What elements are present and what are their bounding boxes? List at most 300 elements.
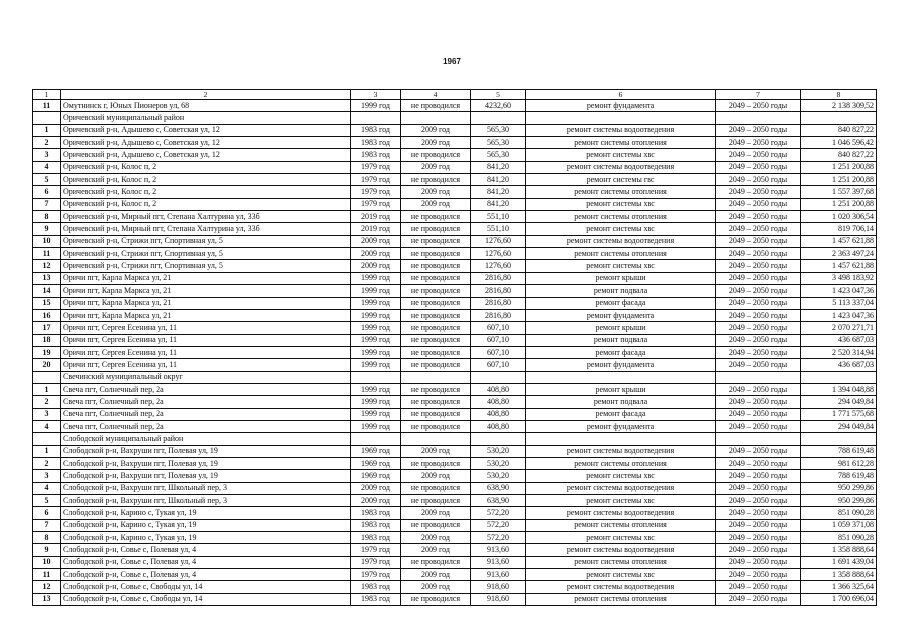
empty-cell bbox=[471, 433, 526, 445]
cost-cell: 788 619,48 bbox=[801, 470, 877, 482]
cost-cell: 2 363 497,24 bbox=[801, 248, 877, 260]
work-type-cell: ремонт фасада bbox=[526, 297, 716, 309]
section-title: Оричевский муниципальный район bbox=[61, 112, 351, 124]
build-year-cell: 1983 год bbox=[351, 581, 401, 593]
table-row bbox=[33, 556, 877, 568]
period-cell: 2049 – 2050 годы bbox=[716, 532, 801, 544]
area-cell: 2816,80 bbox=[471, 272, 526, 284]
row-number: 14 bbox=[33, 285, 61, 297]
address-cell: Оричи пгт, Карла Маркса ул, 21 bbox=[61, 285, 351, 297]
table-row bbox=[33, 495, 877, 507]
period-cell: 2049 – 2050 годы bbox=[716, 396, 801, 408]
work-type-cell: ремонт системы водоотведения bbox=[526, 124, 716, 136]
address-cell: Оричевский р-н, Колос п, 2 bbox=[61, 161, 351, 173]
table-row bbox=[33, 445, 877, 457]
build-year-cell: 1969 год bbox=[351, 457, 401, 469]
build-year-cell: 1999 год bbox=[351, 396, 401, 408]
build-year-cell: 1979 год bbox=[351, 161, 401, 173]
area-cell: 565,30 bbox=[471, 124, 526, 136]
build-year-cell: 1969 год bbox=[351, 445, 401, 457]
area-cell: 607,10 bbox=[471, 322, 526, 334]
table-row bbox=[33, 149, 877, 161]
area-cell: 572,20 bbox=[471, 532, 526, 544]
work-type-cell: ремонт системы хвс bbox=[526, 198, 716, 210]
cost-cell: 2 520 314,94 bbox=[801, 346, 877, 358]
address-cell: Слободской р-н, Совье с, Полевая ул, 4 bbox=[61, 569, 351, 581]
build-year-cell: 1979 год bbox=[351, 198, 401, 210]
last-repair-cell: не проводился bbox=[401, 556, 471, 568]
address-cell: Свеча пгт, Солнечный пер, 2а bbox=[61, 383, 351, 395]
row-number: 13 bbox=[33, 272, 61, 284]
cost-cell: 950 299,86 bbox=[801, 495, 877, 507]
cost-cell: 1 700 696,04 bbox=[801, 593, 877, 605]
last-repair-cell: не проводился bbox=[401, 223, 471, 235]
cost-cell: 1 457 621,88 bbox=[801, 235, 877, 247]
work-type-cell: ремонт системы водоотведения bbox=[526, 161, 716, 173]
area-cell: 530,20 bbox=[471, 445, 526, 457]
table-row bbox=[33, 124, 877, 136]
cost-cell: 950 299,86 bbox=[801, 482, 877, 494]
empty-cell bbox=[716, 433, 801, 445]
build-year-cell: 1983 год bbox=[351, 137, 401, 149]
last-repair-cell: 2009 год bbox=[401, 544, 471, 556]
table-row bbox=[33, 408, 877, 420]
row-number: 4 bbox=[33, 482, 61, 494]
last-repair-cell: не проводился bbox=[401, 297, 471, 309]
last-repair-cell: не проводился bbox=[401, 408, 471, 420]
table-row bbox=[33, 383, 877, 395]
work-type-cell: ремонт системы водоотведения bbox=[526, 581, 716, 593]
table-row bbox=[33, 100, 877, 112]
build-year-cell: 1999 год bbox=[351, 285, 401, 297]
row-number: 3 bbox=[33, 408, 61, 420]
table-row bbox=[33, 544, 877, 556]
address-cell: Слободской р-н, Вахруши пгт, Полевая ул, 19 bbox=[61, 457, 351, 469]
work-type-cell: ремонт системы гвс bbox=[526, 174, 716, 186]
cost-cell: 1 059 371,08 bbox=[801, 519, 877, 531]
build-year-cell: 1979 год bbox=[351, 544, 401, 556]
work-type-cell: ремонт фундамента bbox=[526, 420, 716, 432]
work-type-cell: ремонт подвала bbox=[526, 285, 716, 297]
area-cell: 841,20 bbox=[471, 161, 526, 173]
cost-cell: 1 358 888,64 bbox=[801, 569, 877, 581]
empty-cell bbox=[351, 371, 401, 383]
area-cell: 607,10 bbox=[471, 334, 526, 346]
period-cell: 2049 – 2050 годы bbox=[716, 445, 801, 457]
last-repair-cell: не проводился bbox=[401, 211, 471, 223]
period-cell: 2049 – 2050 годы bbox=[716, 223, 801, 235]
address-cell: Свеча пгт, Солнечный пер, 2а bbox=[61, 420, 351, 432]
build-year-cell: 2009 год bbox=[351, 482, 401, 494]
row-number: 17 bbox=[33, 322, 61, 334]
cost-cell: 1 423 047,36 bbox=[801, 285, 877, 297]
table-row bbox=[33, 211, 877, 223]
build-year-cell: 1999 год bbox=[351, 297, 401, 309]
row-number: 3 bbox=[33, 470, 61, 482]
period-cell: 2049 – 2050 годы bbox=[716, 556, 801, 568]
work-type-cell: ремонт системы отопления bbox=[526, 186, 716, 198]
period-cell: 2049 – 2050 годы bbox=[716, 211, 801, 223]
build-year-cell: 1999 год bbox=[351, 322, 401, 334]
build-year-cell: 1983 год bbox=[351, 149, 401, 161]
table-row bbox=[33, 569, 877, 581]
table-row bbox=[33, 593, 877, 605]
address-cell: Оричевский р-н, Колос п, 2 bbox=[61, 174, 351, 186]
build-year-cell: 1983 год bbox=[351, 532, 401, 544]
capital-repair-table bbox=[32, 89, 877, 606]
table-row bbox=[33, 482, 877, 494]
area-cell: 2816,80 bbox=[471, 285, 526, 297]
build-year-cell: 1999 год bbox=[351, 309, 401, 321]
work-type-cell: ремонт системы хвс bbox=[526, 223, 716, 235]
table-row bbox=[33, 507, 877, 519]
cost-cell: 1 691 439,04 bbox=[801, 556, 877, 568]
row-number: 6 bbox=[33, 507, 61, 519]
cost-cell: 436 687,03 bbox=[801, 359, 877, 371]
address-cell: Оричевский р-н, Стрижи пгт, Спортивная ул, 5 bbox=[61, 248, 351, 260]
address-cell: Оричи пгт, Карла Маркса ул, 21 bbox=[61, 272, 351, 284]
build-year-cell: 2009 год bbox=[351, 235, 401, 247]
address-cell: Слободской р-н, Совье с, Полевая ул, 4 bbox=[61, 544, 351, 556]
section-number-cell bbox=[33, 433, 61, 445]
last-repair-cell: не проводился bbox=[401, 272, 471, 284]
table-row bbox=[33, 161, 877, 173]
table-row bbox=[33, 470, 877, 482]
cost-cell: 1 251 200,88 bbox=[801, 198, 877, 210]
cost-cell: 1 358 888,64 bbox=[801, 544, 877, 556]
cost-cell: 1 251 200,88 bbox=[801, 174, 877, 186]
address-cell: Оричи пгт, Карла Маркса ул, 21 bbox=[61, 309, 351, 321]
work-type-cell: ремонт фундамента bbox=[526, 100, 716, 112]
empty-cell bbox=[471, 371, 526, 383]
row-number: 18 bbox=[33, 334, 61, 346]
work-type-cell: ремонт системы хвс bbox=[526, 470, 716, 482]
table-row bbox=[33, 532, 877, 544]
work-type-cell: ремонт системы отопления bbox=[526, 519, 716, 531]
row-number: 16 bbox=[33, 309, 61, 321]
cost-cell: 1 557 397,68 bbox=[801, 186, 877, 198]
work-type-cell: ремонт фасада bbox=[526, 408, 716, 420]
empty-cell bbox=[526, 433, 716, 445]
period-cell: 2049 – 2050 годы bbox=[716, 507, 801, 519]
build-year-cell: 1983 год bbox=[351, 124, 401, 136]
last-repair-cell: 2009 год bbox=[401, 470, 471, 482]
area-cell: 841,20 bbox=[471, 174, 526, 186]
table-row bbox=[33, 248, 877, 260]
row-number: 1 bbox=[33, 445, 61, 457]
period-cell: 2049 – 2050 годы bbox=[716, 383, 801, 395]
header-cell: 1 bbox=[33, 90, 61, 100]
table-row bbox=[33, 581, 877, 593]
cost-cell: 1 020 306,54 bbox=[801, 211, 877, 223]
build-year-cell: 1969 год bbox=[351, 470, 401, 482]
empty-cell bbox=[401, 371, 471, 383]
build-year-cell: 1999 год bbox=[351, 272, 401, 284]
period-cell: 2049 – 2050 годы bbox=[716, 149, 801, 161]
work-type-cell: ремонт системы отопления bbox=[526, 248, 716, 260]
area-cell: 408,80 bbox=[471, 383, 526, 395]
cost-cell: 981 612,28 bbox=[801, 457, 877, 469]
area-cell: 551,10 bbox=[471, 211, 526, 223]
address-cell: Оричевский р-н, Мирный пгт, Степана Халтурина ул, 33б bbox=[61, 211, 351, 223]
row-number: 10 bbox=[33, 235, 61, 247]
row-number: 7 bbox=[33, 198, 61, 210]
empty-cell bbox=[801, 433, 877, 445]
table-row bbox=[33, 322, 877, 334]
build-year-cell: 1983 год bbox=[351, 507, 401, 519]
period-cell: 2049 – 2050 годы bbox=[716, 137, 801, 149]
work-type-cell: ремонт системы хвс bbox=[526, 532, 716, 544]
build-year-cell: 1979 год bbox=[351, 174, 401, 186]
last-repair-cell: 2009 год bbox=[401, 581, 471, 593]
row-number: 2 bbox=[33, 137, 61, 149]
period-cell: 2049 – 2050 годы bbox=[716, 161, 801, 173]
header-cell: 5 bbox=[471, 90, 526, 100]
period-cell: 2049 – 2050 годы bbox=[716, 334, 801, 346]
period-cell: 2049 – 2050 годы bbox=[716, 174, 801, 186]
area-cell: 841,20 bbox=[471, 186, 526, 198]
build-year-cell: 1999 год bbox=[351, 420, 401, 432]
area-cell: 1276,60 bbox=[471, 235, 526, 247]
address-cell: Слободской р-н, Совье с, Полевая ул, 4 bbox=[61, 556, 351, 568]
table-row bbox=[33, 198, 877, 210]
last-repair-cell: не проводился bbox=[401, 519, 471, 531]
last-repair-cell: не проводился bbox=[401, 309, 471, 321]
area-cell: 913,60 bbox=[471, 544, 526, 556]
row-number: 10 bbox=[33, 556, 61, 568]
table-row bbox=[33, 260, 877, 272]
row-number: 1 bbox=[33, 124, 61, 136]
build-year-cell: 1979 год bbox=[351, 186, 401, 198]
area-cell: 530,20 bbox=[471, 457, 526, 469]
row-number: 8 bbox=[33, 532, 61, 544]
build-year-cell: 2019 год bbox=[351, 223, 401, 235]
build-year-cell: 2009 год bbox=[351, 248, 401, 260]
table-row bbox=[33, 174, 877, 186]
address-cell: Оричевский р-н, Колос п, 2 bbox=[61, 186, 351, 198]
work-type-cell: ремонт системы отопления bbox=[526, 556, 716, 568]
address-cell: Оричи пгт, Сергея Есенина ул, 11 bbox=[61, 334, 351, 346]
address-cell: Слободской р-н, Вахруши пгт, Школьный пер, 3 bbox=[61, 495, 351, 507]
work-type-cell: ремонт системы отопления bbox=[526, 457, 716, 469]
row-number: 3 bbox=[33, 149, 61, 161]
period-cell: 2049 – 2050 годы bbox=[716, 248, 801, 260]
area-cell: 918,60 bbox=[471, 593, 526, 605]
address-cell: Оричи пгт, Сергея Есенина ул, 11 bbox=[61, 322, 351, 334]
section-title: Свечинский муниципальный округ bbox=[61, 371, 351, 383]
build-year-cell: 2019 год bbox=[351, 211, 401, 223]
period-cell: 2049 – 2050 годы bbox=[716, 285, 801, 297]
row-number: 2 bbox=[33, 396, 61, 408]
address-cell: Оричевский р-н, Адышево с, Советская ул, 12 bbox=[61, 137, 351, 149]
period-cell: 2049 – 2050 годы bbox=[716, 260, 801, 272]
cost-cell: 819 706,14 bbox=[801, 223, 877, 235]
empty-cell bbox=[351, 433, 401, 445]
period-cell: 2049 – 2050 годы bbox=[716, 186, 801, 198]
area-cell: 607,10 bbox=[471, 359, 526, 371]
cost-cell: 2 138 309,52 bbox=[801, 100, 877, 112]
last-repair-cell: 2009 год bbox=[401, 124, 471, 136]
period-cell: 2049 – 2050 годы bbox=[716, 408, 801, 420]
work-type-cell: ремонт фундамента bbox=[526, 359, 716, 371]
work-type-cell: ремонт крыши bbox=[526, 272, 716, 284]
work-type-cell: ремонт системы отопления bbox=[526, 137, 716, 149]
last-repair-cell: 2009 год bbox=[401, 186, 471, 198]
build-year-cell: 1983 год bbox=[351, 519, 401, 531]
period-cell: 2049 – 2050 годы bbox=[716, 593, 801, 605]
cost-cell: 1 366 325,64 bbox=[801, 581, 877, 593]
work-type-cell: ремонт подвала bbox=[526, 334, 716, 346]
period-cell: 2049 – 2050 годы bbox=[716, 482, 801, 494]
area-cell: 918,60 bbox=[471, 581, 526, 593]
area-cell: 408,80 bbox=[471, 420, 526, 432]
area-cell: 572,20 bbox=[471, 507, 526, 519]
period-cell: 2049 – 2050 годы bbox=[716, 544, 801, 556]
build-year-cell: 1999 год bbox=[351, 346, 401, 358]
header-cell: 2 bbox=[61, 90, 351, 100]
last-repair-cell: не проводился bbox=[401, 396, 471, 408]
section-number-cell bbox=[33, 112, 61, 124]
period-cell: 2049 – 2050 годы bbox=[716, 124, 801, 136]
empty-cell bbox=[801, 112, 877, 124]
cost-cell: 294 049,84 bbox=[801, 420, 877, 432]
cost-cell: 2 070 271,71 bbox=[801, 322, 877, 334]
last-repair-cell: не проводился bbox=[401, 359, 471, 371]
period-cell: 2049 – 2050 годы bbox=[716, 346, 801, 358]
section-row bbox=[33, 112, 877, 124]
row-number: 11 bbox=[33, 100, 61, 112]
row-number: 12 bbox=[33, 581, 61, 593]
empty-cell bbox=[526, 112, 716, 124]
work-type-cell: ремонт крыши bbox=[526, 383, 716, 395]
last-repair-cell: не проводился bbox=[401, 174, 471, 186]
work-type-cell: ремонт системы отопления bbox=[526, 211, 716, 223]
last-repair-cell: 2009 год bbox=[401, 532, 471, 544]
work-type-cell: ремонт подвала bbox=[526, 396, 716, 408]
last-repair-cell: не проводился bbox=[401, 383, 471, 395]
address-cell: Оричевский р-н, Колос п, 2 bbox=[61, 198, 351, 210]
cost-cell: 1 423 047,36 bbox=[801, 309, 877, 321]
period-cell: 2049 – 2050 годы bbox=[716, 322, 801, 334]
last-repair-cell: не проводился bbox=[401, 322, 471, 334]
last-repair-cell: не проводился bbox=[401, 482, 471, 494]
area-cell: 565,30 bbox=[471, 149, 526, 161]
work-type-cell: ремонт системы хвс bbox=[526, 260, 716, 272]
work-type-cell: ремонт системы отопления bbox=[526, 593, 716, 605]
work-type-cell: ремонт системы водоотведения bbox=[526, 445, 716, 457]
address-cell: Оричи пгт, Сергея Есенина ул, 11 bbox=[61, 346, 351, 358]
last-repair-cell: не проводился bbox=[401, 457, 471, 469]
last-repair-cell: 2009 год bbox=[401, 507, 471, 519]
table-row bbox=[33, 420, 877, 432]
cost-cell: 3 498 183,92 bbox=[801, 272, 877, 284]
address-cell: Слободской р-н, Вахруши пгт, Школьный пер, 3 bbox=[61, 482, 351, 494]
build-year-cell: 1999 год bbox=[351, 359, 401, 371]
address-cell: Слободской р-н, Вахруши пгт, Полевая ул, 19 bbox=[61, 445, 351, 457]
empty-cell bbox=[471, 112, 526, 124]
row-number: 5 bbox=[33, 495, 61, 507]
period-cell: 2049 – 2050 годы bbox=[716, 495, 801, 507]
last-repair-cell: 2009 год bbox=[401, 137, 471, 149]
period-cell: 2049 – 2050 годы bbox=[716, 359, 801, 371]
row-number: 1 bbox=[33, 383, 61, 395]
cost-cell: 840 827,22 bbox=[801, 124, 877, 136]
cost-cell: 1 771 575,68 bbox=[801, 408, 877, 420]
address-cell: Слободской р-н, Карино с, Тукая ул, 19 bbox=[61, 519, 351, 531]
address-cell: Омутнинск г, Юных Пионеров ул, 68 bbox=[61, 100, 351, 112]
last-repair-cell: 2009 год bbox=[401, 198, 471, 210]
area-cell: 2816,80 bbox=[471, 297, 526, 309]
last-repair-cell: не проводился bbox=[401, 346, 471, 358]
table-row bbox=[33, 359, 877, 371]
cost-cell: 851 090,28 bbox=[801, 532, 877, 544]
table-row bbox=[33, 297, 877, 309]
table-row bbox=[33, 137, 877, 149]
table-row bbox=[33, 334, 877, 346]
period-cell: 2049 – 2050 годы bbox=[716, 519, 801, 531]
work-type-cell: ремонт крыши bbox=[526, 322, 716, 334]
area-cell: 551,10 bbox=[471, 223, 526, 235]
last-repair-cell: не проводился bbox=[401, 100, 471, 112]
row-number: 11 bbox=[33, 248, 61, 260]
header-cell: 8 bbox=[801, 90, 877, 100]
page-number: 1967 bbox=[443, 57, 461, 66]
address-cell: Оричевский р-н, Адышево с, Советская ул, 12 bbox=[61, 149, 351, 161]
address-cell: Оричевский р-н, Адышево с, Советская ул, 12 bbox=[61, 124, 351, 136]
area-cell: 607,10 bbox=[471, 346, 526, 358]
period-cell: 2049 – 2050 годы bbox=[716, 581, 801, 593]
cost-cell: 1 394 048,88 bbox=[801, 383, 877, 395]
section-row bbox=[33, 433, 877, 445]
section-number-cell bbox=[33, 371, 61, 383]
work-type-cell: ремонт системы водоотведения bbox=[526, 507, 716, 519]
empty-cell bbox=[716, 112, 801, 124]
column-number-header bbox=[33, 90, 877, 100]
table-row bbox=[33, 223, 877, 235]
address-cell: Свеча пгт, Солнечный пер, 2а bbox=[61, 408, 351, 420]
empty-cell bbox=[716, 371, 801, 383]
address-cell: Оричевский р-н, Мирный пгт, Степана Халтурина ул, 33б bbox=[61, 223, 351, 235]
period-cell: 2049 – 2050 годы bbox=[716, 470, 801, 482]
work-type-cell: ремонт системы хвс bbox=[526, 495, 716, 507]
address-cell: Слободской р-н, Совье с, Свободы ул, 14 bbox=[61, 581, 351, 593]
period-cell: 2049 – 2050 годы bbox=[716, 420, 801, 432]
empty-cell bbox=[401, 433, 471, 445]
header-cell: 3 bbox=[351, 90, 401, 100]
area-cell: 841,20 bbox=[471, 198, 526, 210]
cost-cell: 788 619,48 bbox=[801, 445, 877, 457]
build-year-cell: 2009 год bbox=[351, 495, 401, 507]
last-repair-cell: не проводился bbox=[401, 285, 471, 297]
header-cell: 6 bbox=[526, 90, 716, 100]
address-cell: Слободской р-н, Карино с, Тукая ул, 19 bbox=[61, 507, 351, 519]
area-cell: 408,80 bbox=[471, 408, 526, 420]
section-title: Слободской муниципальный район bbox=[61, 433, 351, 445]
cost-cell: 5 113 337,04 bbox=[801, 297, 877, 309]
table-row bbox=[33, 346, 877, 358]
area-cell: 1276,60 bbox=[471, 248, 526, 260]
header-cell: 7 bbox=[716, 90, 801, 100]
build-year-cell: 1999 год bbox=[351, 383, 401, 395]
work-type-cell: ремонт системы водоотведения bbox=[526, 544, 716, 556]
period-cell: 2049 – 2050 годы bbox=[716, 309, 801, 321]
address-cell: Слободской р-н, Совье с, Свободы ул, 14 bbox=[61, 593, 351, 605]
cost-cell: 1 251 200,88 bbox=[801, 161, 877, 173]
area-cell: 4232,60 bbox=[471, 100, 526, 112]
table-row bbox=[33, 309, 877, 321]
period-cell: 2049 – 2050 годы bbox=[716, 235, 801, 247]
last-repair-cell: не проводился bbox=[401, 260, 471, 272]
